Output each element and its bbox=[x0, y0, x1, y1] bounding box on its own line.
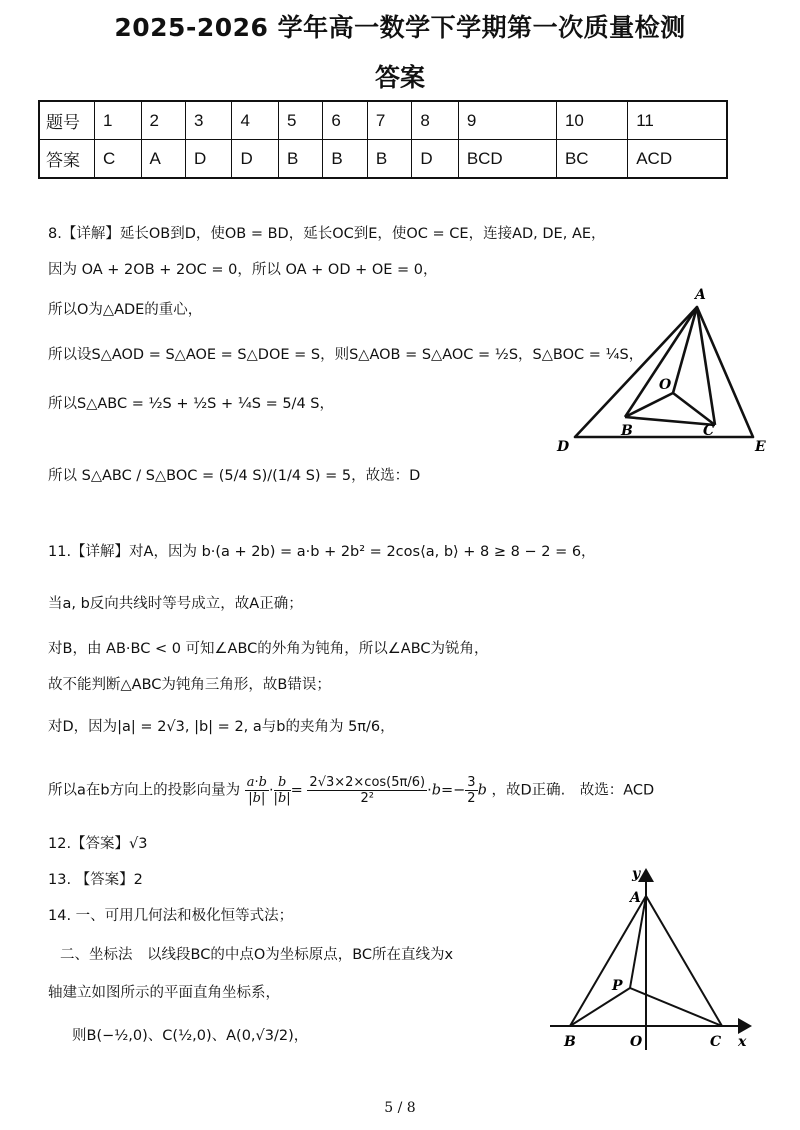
fig-label: B bbox=[564, 1034, 576, 1050]
question-number-cell: 11 bbox=[628, 101, 727, 140]
fig-label: A bbox=[630, 890, 641, 906]
q14-line-1: 14. 一、可用几何法和极化恒等式法； bbox=[48, 908, 294, 924]
page-number: 5 / 8 bbox=[384, 1100, 416, 1116]
table-row bbox=[39, 101, 727, 140]
q8-triangle-figure bbox=[545, 285, 785, 455]
answer-cell: B bbox=[323, 140, 367, 179]
q14-line-3: 轴建立如图所示的平面直角坐标系， bbox=[48, 985, 280, 1001]
axis-label: y bbox=[632, 866, 641, 882]
fig-label: B bbox=[621, 423, 633, 439]
fig-label: O bbox=[630, 1034, 643, 1050]
q8-line-4: 所以设S△AOD = S△AOE = S△DOE = S，则S△AOB = S△AOC = ½S，S△BOC = ¼S， bbox=[48, 347, 644, 363]
q13-answer: 13. 【答案】2 bbox=[48, 872, 143, 888]
fig-label: C bbox=[710, 1034, 722, 1050]
axis-label: x bbox=[738, 1034, 747, 1050]
projection-fraction: $\frac{a\cdot b}{|b|}$ bbox=[246, 775, 267, 806]
page-title: 2025-2026 学年高一数学下学期第一次质量检测 bbox=[114, 13, 686, 42]
q11-line-1: 11.【详解】对A，因为 b·(a + 2b) = a·b + 2b² = 2cos⟨a, b⟩ + 8 ≥ 8 − 2 = 6， bbox=[48, 544, 596, 560]
q11-line-6: 所以a在b方向上的投影向量为 $\frac{a\cdot b}{|b|}$ · $\frac{b}{|b|}$ = $\frac{2√3\times 2\times\cos(5\pi/6)}{\text{2²}}$ ·b=− $\frac{3}{2}$ b ，故D正确. 故选：ACD bbox=[48, 775, 655, 806]
answer-cell: BC bbox=[556, 140, 627, 179]
unit-vector-fraction: $\frac{b}{|b|}$ bbox=[273, 775, 291, 806]
row-label: 答案 bbox=[39, 140, 95, 179]
answer-cell: D bbox=[412, 140, 459, 179]
question-number-cell: 7 bbox=[367, 101, 411, 140]
answer-cell: D bbox=[185, 140, 232, 179]
fig-label: C bbox=[703, 423, 715, 439]
fig-label: O bbox=[659, 377, 672, 393]
answer-cell: B bbox=[278, 140, 322, 179]
answer-cell: BCD bbox=[458, 140, 556, 179]
q8-line-2: 因为 OA + 2OB + 2OC = 0，所以 OA + OD + OE = 0， bbox=[48, 262, 438, 278]
q11-line-3: 对B，由 AB·BC < 0 可知∠ABC的外角为钝角，所以∠ABC为锐角， bbox=[48, 641, 489, 657]
q14-line-2: 二、坐标法 以线段BC的中点O为坐标原点，BC所在直线为x bbox=[60, 947, 454, 963]
fig-label: D bbox=[557, 439, 570, 455]
question-number-cell: 8 bbox=[412, 101, 459, 140]
question-number-cell: 9 bbox=[458, 101, 556, 140]
answer-cell: A bbox=[141, 140, 185, 179]
answer-table bbox=[38, 100, 728, 179]
q14-line-4: 则B(−½,0)、C(½,0)、A(0,√3/2)， bbox=[72, 1028, 309, 1044]
q11-line-6-lead: 所以a在b方向上的投影向量为 bbox=[48, 782, 241, 799]
table-row bbox=[39, 140, 727, 179]
coef-fraction: $\frac{3}{2}$ bbox=[467, 775, 476, 806]
answer-cell: B bbox=[367, 140, 411, 179]
answer-cell: C bbox=[95, 140, 142, 179]
q12-answer: 12.【答案】√3 bbox=[48, 836, 148, 852]
fig-label: A bbox=[695, 287, 706, 303]
fig-label: P bbox=[612, 978, 623, 994]
q8-line-3: 所以O为△ADE的重心， bbox=[48, 302, 203, 318]
q8-line-5: 所以S△ABC = ½S + ½S + ¼S = 5/4 S， bbox=[48, 396, 334, 412]
q11-line-2: 当a, b反向共线时等号成立，故A正确； bbox=[48, 596, 303, 612]
q8-line-6: 所以 S△ABC / S△BOC = (5/4 S)/(1/4 S) = 5，故选：D bbox=[48, 468, 421, 484]
question-number-cell: 10 bbox=[556, 101, 627, 140]
question-number-cell: 3 bbox=[185, 101, 232, 140]
question-number-cell: 6 bbox=[323, 101, 367, 140]
answer-cell: ACD bbox=[628, 140, 727, 179]
q8-line-1: 8.【详解】延长OB到D，使OB = BD，延长OC到E，使OC = CE，连接AD, DE, AE， bbox=[48, 226, 606, 242]
question-number-cell: 1 bbox=[95, 101, 142, 140]
fig-label: E bbox=[755, 439, 766, 455]
q14-coordinate-figure bbox=[540, 860, 770, 1060]
answer-cell: D bbox=[232, 140, 279, 179]
question-number-cell: 2 bbox=[141, 101, 185, 140]
row-label: 题号 bbox=[39, 101, 95, 140]
q11-line-4: 故不能判断△ABC为钝角三角形，故B错误； bbox=[48, 677, 331, 693]
question-number-cell: 5 bbox=[278, 101, 322, 140]
value-fraction: $\frac{2√3\times 2\times\cos(5\pi/6)}{\text{2²}}$ bbox=[309, 775, 426, 806]
page-subtitle: 答案 bbox=[374, 63, 425, 92]
question-number-cell: 4 bbox=[232, 101, 279, 140]
q11-line-5: 对D，因为|a| = 2√3, |b| = 2, a与b的夹角为 5π/6， bbox=[48, 719, 395, 735]
q11-line-6-tail: ，故D正确. 故选：ACD bbox=[491, 782, 655, 799]
